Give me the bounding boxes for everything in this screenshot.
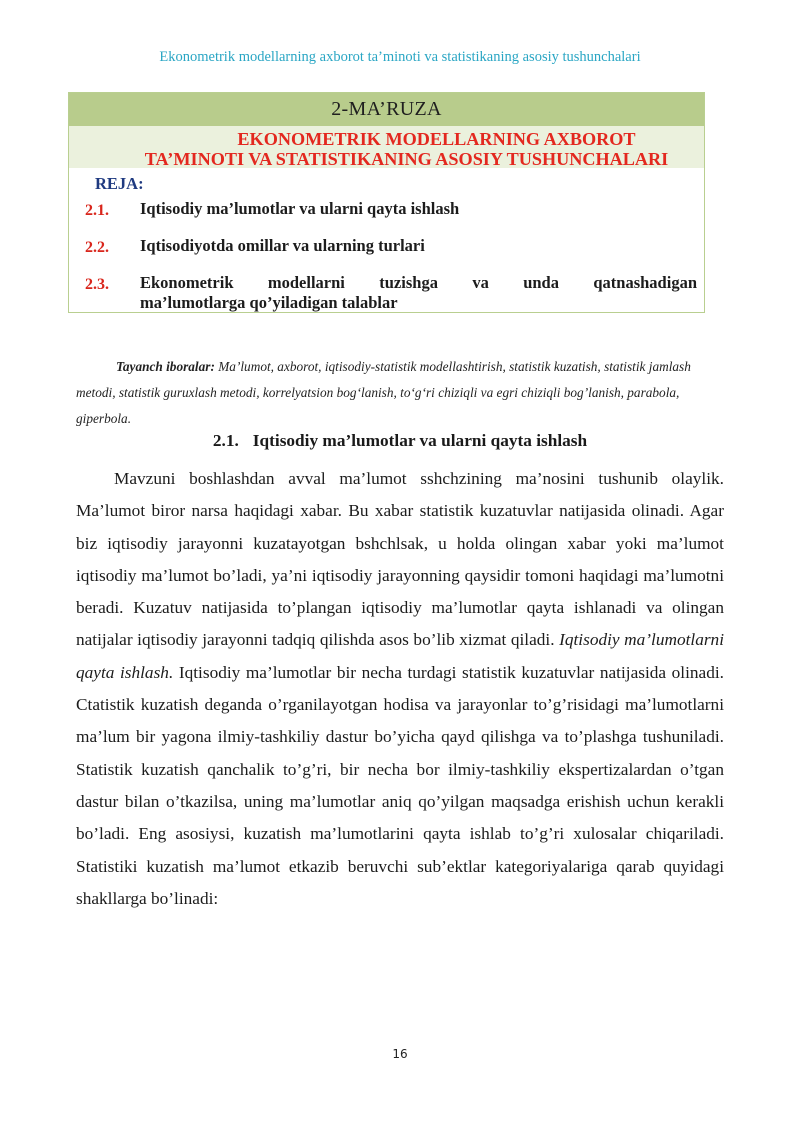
- section-heading: [0, 431, 800, 451]
- lecture-title-line-1: EKONOMETRIK MODELLARNING AXBOROT: [237, 129, 636, 149]
- plan-item-number: 2.2.: [85, 239, 109, 256]
- page-number: 16: [392, 1047, 408, 1061]
- plan-item-text: Iqtisodiy ma’lumotlar va ularni qayta ishlash: [140, 199, 460, 218]
- body-text-part-2: Iqtisodiy ma’lumotlar bir necha turdagi statistik kuzatuvlar natijasida olinadi. Ctatistik kuzatish deganda o’rganilayotgan hodisa va jarayonlar to’g’risidagi ma’lumotlarni ma’lum bir yagona ilmiy-tashkiliy dastur bo’yicha qayd qilishga va to’plashga tushuniladi. Statistik kuzatish qanchalik to’g’ri, bir necha bor ilmiy-tashkiliy ekspertizalardan o’tgan dastur bilan o’tkazilsa, uning ma’lumotlar aniq qo’yilgan maqsadga erishish uchun kerakli bo’ladi. Eng asosiysi, kuzatish ma’lumotlarini qayta ishlab to’g’ri xulosalar chiqariladi. Statistiki kuzatish ma’lumot etkazib beruvchi sub’ektlar kategoriyalariga qarab quyidagi shakllarga bo’linadi:: [76, 662, 724, 908]
- lecture-number: 2-MA’RUZA: [69, 93, 704, 126]
- plan-item-text: [140, 273, 697, 313]
- body-paragraph: [76, 463, 724, 915]
- plan-item-text: Iqtisodiyotda omillar va ularning turlari: [140, 236, 425, 255]
- keywords-paragraph: [76, 354, 724, 432]
- running-header: Ekonometrik modellarning axborot ta’minoti va statistikaning asosiy tushunchalari: [159, 49, 641, 65]
- section-number: 2.1.: [212, 431, 239, 450]
- plan-item-text-line-2: ma’lumotlarga qo’yiladigan talablar: [140, 293, 398, 312]
- lecture-plan-box: [68, 92, 705, 313]
- keywords-text: Ma’lumot, axborot, iqtisodiy-statistik modellashtirish, statistik kuzatish, statistik jamlash metodi, statistik guruxlash metodi, korrelyatsion bog‘lanish, to‘g‘ri chiziqli va egri chiziqli bog’lanish, parabola, giperbola.: [76, 359, 691, 426]
- lecture-title-line-2: TA’MINOTI VA STATISTIKANING ASOSIY TUSHUNCHALARI: [144, 149, 669, 169]
- plan-item-number: 2.3.: [85, 276, 109, 293]
- lecture-title: [69, 126, 704, 168]
- body-text-part-1: Mavzuni boshlashdan avval ma’lumot sshchzining ma’nosini tushunib olaylik. Ma’lumot biror narsa haqidagi xabar. Bu xabar statistik kuzatuvlar natijasida olinadi. Agar biz iqtisodiy jarayonni kuzatayotgan bshchlsak, u holda olingan xabar yoki ma’lumot iqtisodiy ma’lumot bo’ladi, ya’ni iqtisodiy jarayonning qaysidir tomoni haqidagi ma’lumotni beradi. Kuzatuv natijasida to’plangan iqtisodiy ma’lumotlar qayta ishlanadi va olingan natijalar iqtisodiy jarayonni tadqiq qilishda asos bo’lib xizmat qiladi.: [76, 469, 724, 650]
- plan-item-number: 2.1.: [85, 202, 109, 219]
- section-title: Iqtisodiy ma’lumotlar va ularni qayta ishlash: [252, 431, 588, 450]
- plan-item-text-line-1: Ekonometrik modellarni tuzishga va unda qatnashadigan: [140, 273, 697, 292]
- plan-label: REJA:: [95, 174, 144, 193]
- body-text-italic: Iqtisodiy ma’lumotlarni qayta ishlash.: [76, 630, 724, 682]
- keywords-label: Tayanch iboralar:: [116, 359, 215, 374]
